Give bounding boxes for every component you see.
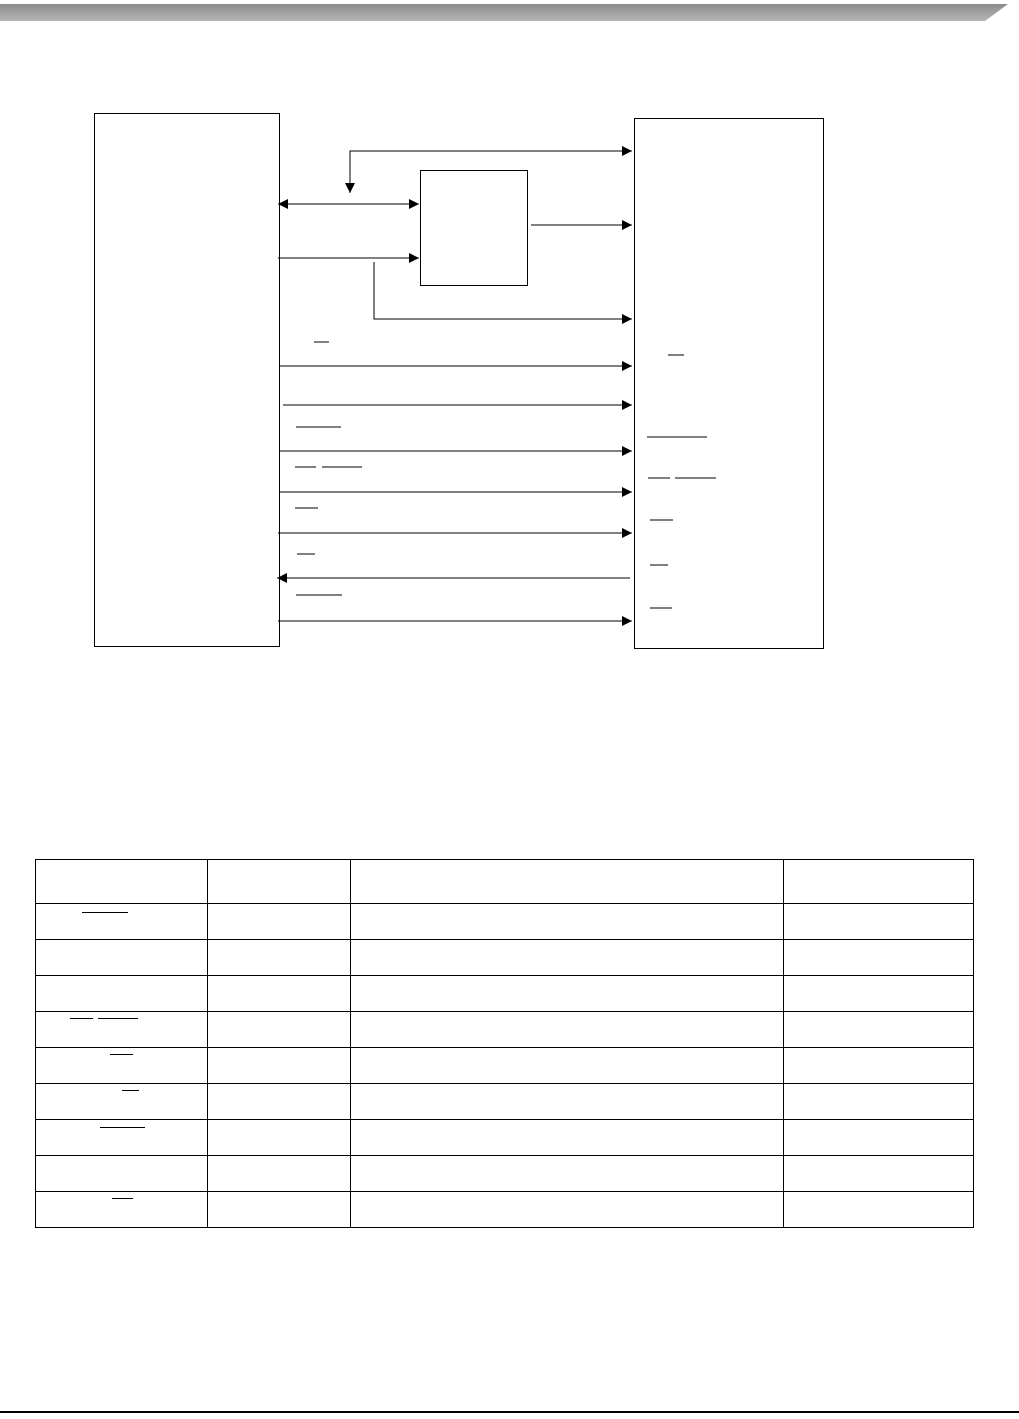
header-cell: [208, 860, 351, 904]
table-cell: [351, 1156, 784, 1192]
footer-rule: [0, 1411, 1019, 1413]
signal-cell: [36, 1084, 208, 1120]
table-cell: [784, 976, 974, 1012]
signal-cell: [36, 940, 208, 976]
signal-cell: [36, 904, 208, 940]
table-row: [36, 1084, 974, 1120]
table-cell: [784, 1048, 974, 1084]
table-cell: [208, 1084, 351, 1120]
table-row: [36, 1192, 974, 1228]
table-cell: [351, 1084, 784, 1120]
table-row: [36, 1156, 974, 1192]
left-device-block: [95, 114, 280, 647]
table-cell: [208, 904, 351, 940]
signal-cell: [36, 1156, 208, 1192]
header-cell: [784, 860, 974, 904]
table-cell: [351, 1192, 784, 1228]
table-cell: [351, 904, 784, 940]
table-cell: [208, 1120, 351, 1156]
signal-cell: [36, 1048, 208, 1084]
table-cell: [351, 1120, 784, 1156]
overline-mark: [82, 912, 128, 913]
header-cell: [351, 860, 784, 904]
table-cell: [784, 1120, 974, 1156]
signal-cell: [36, 1192, 208, 1228]
table-cell: [784, 1156, 974, 1192]
table-cell: [208, 1012, 351, 1048]
signal-cell: [36, 1012, 208, 1048]
table-row: [36, 976, 974, 1012]
overline-mark: [98, 1018, 138, 1019]
table-header-row: [36, 860, 974, 904]
table-cell: [351, 1048, 784, 1084]
table-cell: [784, 940, 974, 976]
table-cell: [351, 1012, 784, 1048]
table-cell: [784, 1192, 974, 1228]
table-row: [36, 1012, 974, 1048]
overline-mark: [112, 1198, 133, 1199]
table-cell: [208, 1048, 351, 1084]
table-cell: [208, 976, 351, 1012]
table-row: [36, 1048, 974, 1084]
table-cell: [208, 940, 351, 976]
bus-top-wire: [350, 151, 632, 193]
buffer-control-branch-wire: [374, 262, 632, 319]
overline-mark: [70, 1018, 93, 1019]
header-cell: [36, 860, 208, 904]
signal-cell: [36, 1120, 208, 1156]
signal-table: [35, 859, 974, 1228]
overline-mark: [110, 1054, 133, 1055]
table-cell: [351, 940, 784, 976]
signal-cell: [36, 976, 208, 1012]
table-row: [36, 940, 974, 976]
overline-mark: [122, 1090, 139, 1091]
table-cell: [784, 904, 974, 940]
middle-buffer-block: [421, 171, 528, 286]
overline-mark: [100, 1127, 145, 1128]
table-cell: [351, 976, 784, 1012]
table-row: [36, 1120, 974, 1156]
table-cell: [208, 1156, 351, 1192]
table-cell: [208, 1192, 351, 1228]
connection-diagram: [0, 0, 1019, 680]
table-cell: [784, 1084, 974, 1120]
table-cell: [784, 1012, 974, 1048]
table-row: [36, 904, 974, 940]
right-device-block: [635, 119, 824, 649]
